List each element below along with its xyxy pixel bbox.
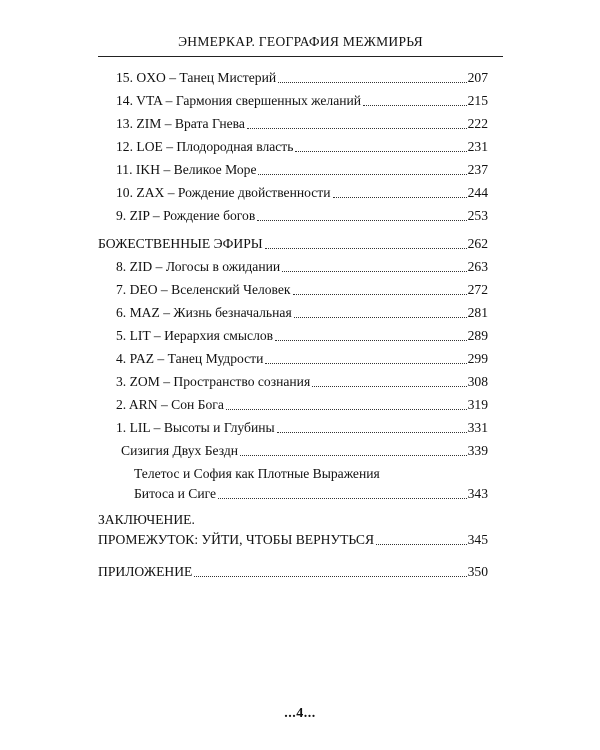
- toc-entry-page: 263: [467, 259, 488, 274]
- toc-entry-syzygy[interactable]: [121, 443, 488, 459]
- toc-entry[interactable]: [116, 93, 488, 109]
- toc-entry-label: Сизигия Двух Бездн: [121, 443, 239, 458]
- leader-dots: [282, 271, 466, 272]
- leader-dots: [218, 498, 467, 499]
- toc-entry[interactable]: [116, 420, 488, 436]
- toc-entry-label: 4. PAZ – Танец Мудрости: [116, 351, 264, 366]
- toc-entry-label: 12. LOE – Плодородная власть: [116, 139, 294, 154]
- toc-entry-page: 237: [467, 162, 488, 177]
- toc-entry-label: 5. LIT – Иерархия смыслов: [116, 328, 274, 343]
- toc-entry-label: 10. ZAX – Рождение двойственности: [116, 185, 331, 200]
- leader-dots: [194, 576, 466, 577]
- toc-entry-label: 11. IKH – Великое Море: [116, 162, 257, 177]
- toc-entry-page: 289: [467, 328, 488, 343]
- toc-entry-label: ПРИЛОЖЕНИЕ: [98, 564, 193, 579]
- toc-entry[interactable]: [116, 162, 488, 178]
- toc-entry-page: 339: [467, 443, 488, 458]
- leader-dots: [277, 432, 467, 433]
- toc-entry[interactable]: [116, 282, 488, 298]
- toc-entry-label: 9. ZIP – Рождение богов: [116, 208, 256, 223]
- leader-dots: [258, 174, 466, 175]
- leader-dots: [265, 248, 467, 249]
- leader-dots: [312, 386, 466, 387]
- toc-entry-page: 281: [467, 305, 488, 320]
- toc-section-divine-ethers[interactable]: [98, 236, 488, 252]
- leader-dots: [257, 220, 466, 221]
- toc-entry[interactable]: [116, 185, 488, 201]
- toc-entry-page: 343: [467, 486, 488, 501]
- toc-entry-teletos[interactable]: [134, 486, 488, 502]
- leader-dots: [226, 409, 467, 410]
- toc-entry[interactable]: [116, 374, 488, 390]
- leader-dots: [265, 363, 466, 364]
- toc-entry-label: 8. ZID – Логосы в ожидании: [116, 259, 281, 274]
- toc-entry-label: 13. ZIM – Врата Гнева: [116, 116, 245, 131]
- toc-entry-page: 231: [467, 139, 488, 154]
- toc-entry-page: 345: [467, 532, 488, 547]
- leader-dots: [278, 82, 466, 83]
- toc-entry-label: Битоса и Сиге: [134, 486, 217, 501]
- toc-entry-label: 14. VTA – Гармония свершенных желаний: [116, 93, 362, 108]
- toc-entry-label: 2. ARN – Сон Бога: [116, 397, 224, 412]
- toc-entry-label: 1. LIL – Высоты и Глубины: [116, 420, 275, 435]
- toc-entry-page: 350: [467, 564, 488, 579]
- toc-entry-page: 308: [467, 374, 488, 389]
- toc-entry[interactable]: [116, 351, 488, 367]
- toc-entry-page: 331: [467, 420, 488, 435]
- leader-dots: [295, 151, 466, 152]
- toc-entry-page: 244: [467, 185, 488, 200]
- toc-entry-page: 299: [467, 351, 488, 366]
- toc-entry[interactable]: [116, 70, 488, 86]
- toc-entry[interactable]: [116, 116, 488, 132]
- toc-entry-label: 3. ZOM – Пространство сознания: [116, 374, 311, 389]
- toc-entry[interactable]: [116, 305, 488, 321]
- toc-entry[interactable]: [116, 208, 488, 224]
- leader-dots: [275, 340, 467, 341]
- toc-entry-page: 272: [467, 282, 488, 297]
- toc-conclusion-line1[interactable]: ЗАКЛЮЧЕНИЕ.: [98, 512, 195, 527]
- toc-entry-page: 253: [467, 208, 488, 223]
- toc-section-label: БОЖЕСТВЕННЫЕ ЭФИРЫ: [98, 236, 263, 251]
- running-header: ЭНМЕРКАР. ГЕОГРАФИЯ МЕЖМИРЬЯ: [178, 34, 423, 49]
- toc-entry-page: 222: [467, 116, 488, 131]
- toc-section-page: 262: [467, 236, 488, 251]
- toc-conclusion[interactable]: [98, 532, 488, 548]
- toc-entry[interactable]: [116, 328, 488, 344]
- leader-dots: [240, 455, 467, 456]
- toc-entry-label: 6. MAZ – Жизнь безначальная: [116, 305, 292, 320]
- toc-entry-label: ПРОМЕЖУТОК: УЙТИ, ЧТОБЫ ВЕРНУТЬСЯ: [98, 532, 375, 547]
- toc-entry-page: 319: [467, 397, 488, 412]
- toc-entry-label: 7. DEO – Вселенский Человек: [116, 282, 291, 297]
- toc-appendix[interactable]: [98, 564, 488, 580]
- toc-entry[interactable]: [116, 139, 488, 155]
- leader-dots: [333, 197, 467, 198]
- page-number: ...4...: [284, 706, 316, 721]
- toc-entry[interactable]: [116, 259, 488, 275]
- leader-dots: [294, 317, 467, 318]
- toc-entry[interactable]: [116, 397, 488, 413]
- leader-dots: [363, 105, 467, 106]
- leader-dots: [247, 128, 467, 129]
- toc-entry-page: 215: [467, 93, 488, 108]
- leader-dots: [293, 294, 467, 295]
- toc-entry-label: 15. OXO – Танец Мистерий: [116, 70, 277, 85]
- leader-dots: [376, 544, 467, 545]
- toc-entry-teletos-line1[interactable]: Телетос и София как Плотные Выражения: [134, 466, 380, 481]
- toc-entry-page: 207: [467, 70, 488, 85]
